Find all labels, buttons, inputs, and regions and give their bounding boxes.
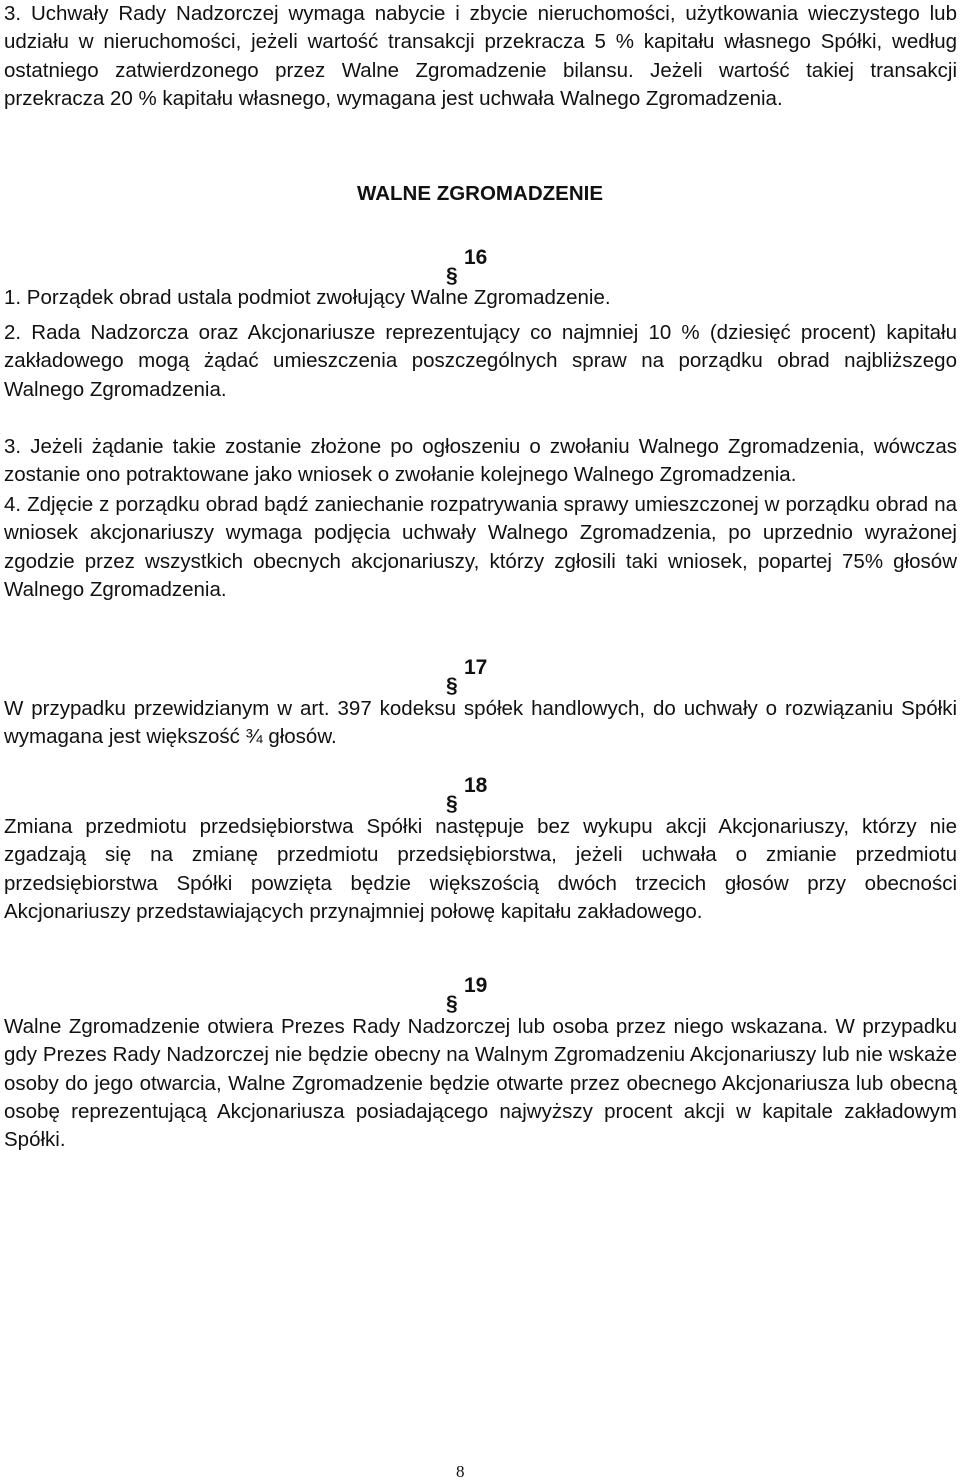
chapter-heading: WALNE ZGROMADZENIE (357, 182, 603, 205)
paragraph-text: 3. Uchwały Rady Nadzorczej wymaga nabycie i zbycie nieruchomości, użytkowania wieczystego lub udziału w nieruchomości, jeżeli wartość transakcji przekracza 5 % kapitału własnego Spółki, według ostatniego zatwierdzonego przez Walne Zgromadzenie bilansu. Jeżeli wartość takiej transakcji przekracza 20 % kapitału własnego, wymagana jest uchwała Walnego Zgromadzenia. (4, 2, 957, 110)
section-number: 17 (464, 656, 488, 679)
section-16-item-2: 2. Rada Nadzorcza oraz Akcjonariusze reprezentujący co najmniej 10 % (dziesięć procent) kapitału zakładowego mogą żądać umieszczenia poszczególnych spraw na porządku obrad najbliższego Walnego Zgromadzenia. (4, 321, 957, 401)
section-number: 18 (464, 774, 488, 797)
section-18-text: Zmiana przedmiotu przedsiębiorstwa Spółki następuje bez wykupu akcji Akcjonariuszy, którzy nie zgadzają się na zmianę przedmiotu przedsiębiorstwa, jeżeli uchwała o zmianie przedmiotu przedsiębiorstwa Spółki powzięta będzie większością dwóch trzecich głosów przy obecności Akcjonariuszy przedstawiających przynajmniej połowę kapitału zakładowego. (4, 815, 957, 923)
section-16-item-4: 4. Zdjęcie z porządku obrad bądź zaniechanie rozpatrywania sprawy umieszczonej w porządku obrad na wniosek akcjonariuszy wymaga podjęcia uchwały Walnego Zgromadzenia, po uprzednio wyrażonej zgodzie przez wszystkich obecnych akcjonariuszy, którzy zgłosili taki wniosek, popartej 75% głosów Walnego Zgromadzenia. (4, 493, 957, 601)
section-17-heading (446, 656, 487, 680)
section-16-item-1: 1. Porządek obrad ustala podmiot zwołujący Walne Zgromadzenie. (4, 286, 611, 309)
paragraph-3-real-estate (4, 0, 957, 113)
page-number: 8 (456, 1462, 465, 1481)
section-16-item-3: 3. Jeżeli żądanie takie zostanie złożone po ogłoszeniu o zwołaniu Walnego Zgromadzenia, wówczas zostanie ono potraktowane jako wniosek o zwołanie kolejnego Walnego Zgromadzenia. (4, 435, 957, 487)
section-19-heading (446, 974, 487, 998)
section-19-text: Walne Zgromadzenie otwiera Prezes Rady Nadzorczej lub osoba przez niego wskazana. W przypadku gdy Prezes Rady Nadzorczej nie będzie obecny na Walnym Zgromadzeniu Akcjonariuszy lub nie wskaże osoby do jego otwarcia, Walne Zgromadzenie będzie otwarte przez obecnego Akcjonariusza lub obecną osobę reprezentującą Akcjonariusza posiadającego najwyższy procent akcji w kapitale zakładowym Spółki. (4, 1015, 957, 1152)
section-number: 16 (464, 246, 488, 269)
section-17-text: W przypadku przewidzianym w art. 397 kodeksu spółek handlowych, do uchwały o rozwiązaniu Spółki wymagana jest większość ¾ głosów. (4, 697, 957, 749)
section-number: 19 (464, 974, 488, 997)
section-18-heading (446, 774, 487, 798)
section-16-heading (446, 246, 487, 270)
